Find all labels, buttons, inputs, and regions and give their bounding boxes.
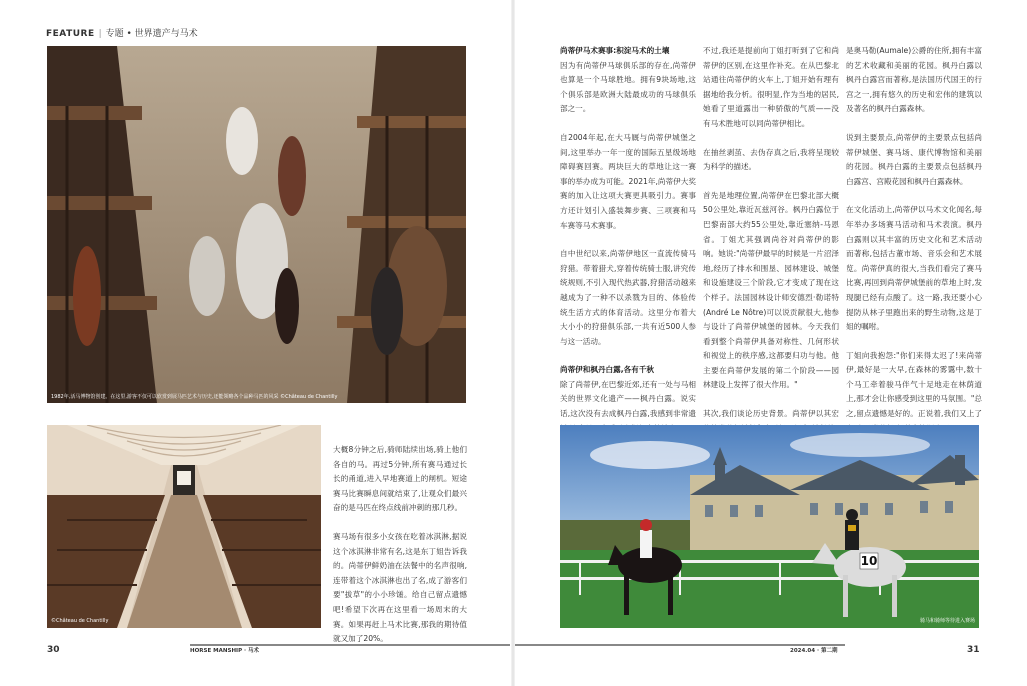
section-header: [46, 26, 198, 39]
corridor-illustration: [47, 425, 321, 628]
paragraph: 是奥马勒(Aumale)公爵的住所,拥有丰富的艺术收藏和美丽的花园。枫丹白露以枫丹白露宫而著称,是法国历代国王的行宫之一,拥有悠久的历史和宏伟的建筑以及著名的枫丹白露森林。: [846, 46, 982, 114]
paragraph: 说到主要景点,尚蒂伊的主要景点包括尚蒂伊城堡、赛马场、康代博物馆和美丽的花园。枫丹白露的主要景点包括枫丹白露宫、宫殿花园和枫丹白露森林。: [846, 132, 982, 186]
paragraph: 自2004年起,在大马厩与尚蒂伊城堡之间,这里举办一年一度的国际五星级场地障碍赛回赛。两块巨大的草地让这一赛事的举办成为可能。2021年,尚蒂伊大奖赛的加入让这项大赛更具吸引力。赛事方还计划引入盛装舞步赛、三项赛和马车赛等马术赛事。: [560, 132, 696, 230]
stables-photo: [47, 46, 466, 403]
corridor-photo: [47, 425, 321, 628]
page-gutter: [511, 0, 515, 686]
magazine-name: HORSE MANSHIP · 马术: [190, 648, 260, 654]
paragraph: 自中世纪以来,尚蒂伊地区一直流传骑马狩猎。带着猎犬,穿着传统骑士服,讲究传统规则,不引入现代热武器,狩猎活动越来越成为了一种不以杀戮为目的、体验传统生活方式的体育活动。这里分布着大大小小的狩猎俱乐部,一共有近500人参与这一活动。: [560, 249, 696, 346]
left-page-number: 30: [47, 645, 60, 655]
race-bib-number: 10: [860, 554, 878, 568]
paragraph: 在抽丝剥茧、去伪存真之后,我将呈现较为科学的描述。: [703, 147, 839, 172]
text-column-3: [846, 44, 982, 450]
paragraph: 不过,我还是提前向丁姐打听到了它和尚蒂伊的区别,在这里作补充。在从巴黎北站通往尚蒂伊的火车上,丁姐开始有理有据地给我分析。很明显,作为当地的居民,她看了里道露出一种骄傲的气质——没有马术胜地可以同尚蒂伊相比。: [703, 46, 839, 128]
left-text-column: [333, 443, 467, 661]
racecourse-photo: [560, 425, 979, 628]
paragraph: 丁姐向我抱怨:"你们来得太迟了!来尚蒂伊,最好是一大早,在森林的雾霭中,数十个马工牵着骏马伴气十足地走在林荫道上,那才会让你感受到这里的马氛围。"总之,留点遗憾是好的。正说着,我们又上了: [846, 350, 982, 419]
paragraph: 大概8分钟之后,骑师陆续出场,骑上他们各自的马。再过5分钟,所有赛马通过长长的甬道,进入早地赛道上的闸机。短途赛马比赛瞬息间就结束了,让观众们最兴奋的是马匹在终点线前冲刺的那几秒。: [333, 445, 467, 513]
paragraph: 在文化活动上,尚蒂伊以马术文化闻名,每年举办多场赛马活动和马术表演。枫丹白露则以其丰富的历史文化和艺术活动而著称,包括古董市场、音乐会和艺术展览。尚蒂伊真的很大,当我们看完了赛马比赛,再回到尚蒂伊城堡前的草地上时,发现腿已经有点酸了。这一路,我还要小心提防从林子里跑出来的野生动物,这是丁姐的嘱咐。: [846, 205, 982, 332]
section-title: 专题 • 世界遗产与马术: [105, 29, 198, 39]
feature-label: FEATURE: [46, 29, 95, 39]
stables-illustration: [47, 46, 466, 403]
header-separator: |: [98, 29, 102, 39]
subheading: 尚蒂伊马术赛事:积淀马术的土壤: [560, 46, 670, 55]
paragraph: 除了尚蒂伊,在巴黎近郊,还有一处与马相关的世界文化遗产——枫丹白露。说实话,这次没有去成枫丹白露,我感到非常遗: [560, 379, 696, 419]
paragraph: 其次,我们谈论历史背景。尚蒂伊以其宏: [703, 409, 839, 419]
racecourse-caption: 骑马和骑师等待进入赛场: [919, 618, 975, 624]
issue-label: 2024.04 · 第二期: [790, 648, 838, 654]
paragraph: 因为有尚蒂伊马球俱乐部的存在,尚蒂伊也算是一个马球胜地。拥有9块场地,这个俱乐部是欧洲大陆最成功的马球俱乐部之一。: [560, 60, 696, 114]
text-column-2: [703, 44, 839, 450]
racecourse-illustration: [560, 425, 979, 628]
subheading: 尚蒂伊和枫丹白露,各有千秋: [560, 365, 655, 375]
corridor-caption: ©Château de Chantilly: [51, 618, 109, 624]
right-page-number: 31: [967, 645, 980, 655]
stables-caption: 1982年,活马博物馆创建。在这里,游客不仅可以欣赏到展马匹艺术与历史,还能领略各个品种马匹的风采 ©Château de Chantilly: [51, 394, 338, 400]
paragraph: 首先是地理位置,尚蒂伊在巴黎北部大概50公里处,靠近瓦兹河谷。枫丹白露位于巴黎南部大约55公里处,靠近塞纳-马恩省。丁姐尤其强调尚谷对尚蒂伊的影响。她说:"尚蒂伊最早的时候是一片沼泽地,经历了排水和围垦、园林建设、城堡和设施建设三个阶段,它才变成了现在这个样子。法国园林设计师安德烈·勒诺特(André Le Nôtre)可以说贡献很大,他参与设计了尚蒂伊城堡的园林。今天我们看到整个尚蒂伊具备对称性、几何形状和视觉上的秩序感,这都要归功与他。他主要在尚蒂伊发展的第二个阶段——园林建设上发挥了很大作用。": [703, 190, 839, 390]
paragraph: 赛马场有很多小女孩在吃着冰淇淋,据说这个冰淇淋非常有名,这是东丁姐告诉我的。尚蒂伊鲜奶油在法餐中的名声很响,连带着这个冰淇淋也出了名,成了游客们要"拔草"的小小珍馐。给自己留点遗憾吧!希望下次再在这里看一场周末的大赛。如果再赶上马术比赛,那我的期待值就又加了20%。: [333, 531, 467, 644]
text-column-1: [560, 44, 696, 450]
